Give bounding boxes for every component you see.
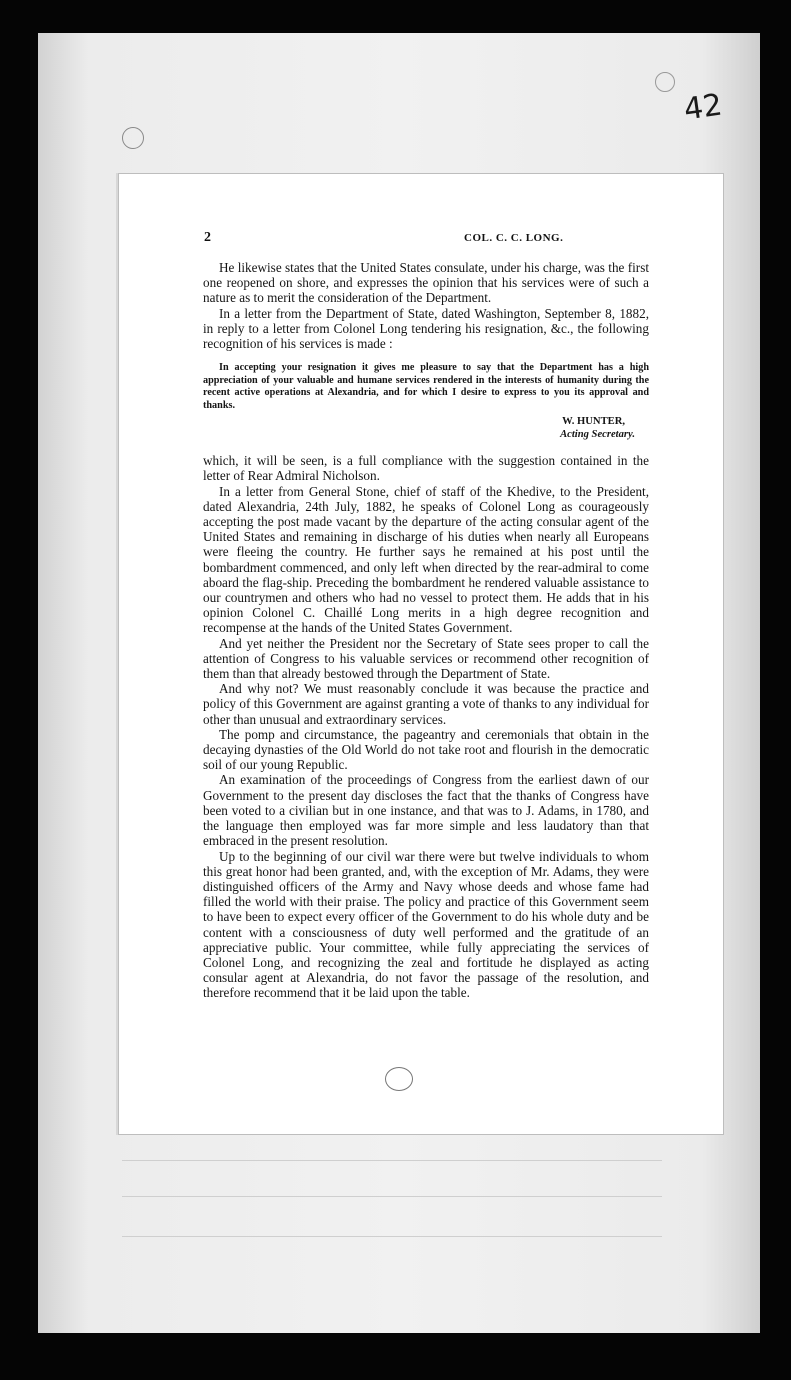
page-number: 2 xyxy=(204,230,211,245)
paragraph: In a letter from General Stone, chief of staff of the Khedive, to the President, dated Alexandria, 24th July, 1882, he speaks of Colonel Long as courageously accepting the post made vacant by the departure of the acting consular agent of the United States and remaining in discharge of his duties when nearly all Europeans were fleeing the country. He further says he remained at his post until the bombardment commenced, and only left when directed by the rear-admiral to come aboard the flag-ship. Preceding the bombardment he rendered valuable assistance to our countrymen and others who had no vessel to protect them. He adds that in his opinion Colonel C. Chaillé Long merits in a high degree recognition and recompense at the hands of the United States Government. xyxy=(203,483,649,636)
signer-name: W. HUNTER, xyxy=(562,416,625,428)
paragraph: And why not? We must reasonably conclude it was because the practice and policy of this Government are against granting a vote of thanks to any individual for other than unusual and extraordinary services. xyxy=(203,681,649,727)
paragraph: And yet neither the President nor the Secretary of State sees proper to call the attention of Congress to his valuable services or recommend other recognition of them than that already bestowed through the Department of State. xyxy=(203,635,649,682)
punch-hole-bottom xyxy=(385,1067,413,1091)
ledger-rule xyxy=(122,1196,662,1197)
paragraph-continuation: which, it will be seen, is a full compliance with the suggestion contained in the letter of Rear Admiral Nicholson. xyxy=(203,453,649,484)
punch-hole-top xyxy=(122,127,144,149)
body-text xyxy=(203,260,649,1001)
running-head xyxy=(204,230,724,250)
ledger-rule xyxy=(122,1160,662,1161)
block-quote xyxy=(203,362,649,441)
punch-hole-right xyxy=(655,72,675,92)
paragraph: He likewise states that the United States consulate, under his charge, was the first one reopened on shore, and expresses the opinion that his services were of such a nature as to merit the consideration of the Department. xyxy=(203,260,649,306)
paragraph: An examination of the proceedings of Congress from the earliest dawn of our Government to the present day discloses the fact that the thanks of Congress have been voted to a civilian but in one instance, and that was to J. Adams, in 1780, and the language then employed was far more simple and less laudatory than that embraced in the present resolution. xyxy=(203,772,649,849)
quote-text: In accepting your resignation it gives me pleasure to say that the Department has a high appreciation of your valuable and humane services rendered in the interests of humanity during the recent active operations at Alexandria, and for which I desire to express to you its approval and thanks. xyxy=(203,362,649,411)
signer-title: Acting Secretary. xyxy=(560,428,635,440)
handwritten-folio-number: 42 xyxy=(681,87,725,128)
paragraph: In a letter from the Department of State, dated Washington, September 8, 1882, in reply to a letter from Colonel Long tendering his resignation, &c., the following recognition of his services is made : xyxy=(203,305,649,352)
printed-page xyxy=(118,173,724,1135)
paragraph: The pomp and circumstance, the pageantry and ceremonials that obtain in the decaying dynasties of the Old World do not take root and flourish in the democratic soil of our young Republic. xyxy=(203,726,649,773)
running-title: COL. C. C. LONG. xyxy=(464,232,564,244)
paragraph: Up to the beginning of our civil war there were but twelve individuals to whom this great honor had been granted, and, with the exception of Mr. Adams, they were distinguished officers of the Army and Navy whose deeds and whose fame had filled the world with their praise. The policy and practice of this Government seem to have been to expect every officer of the Government to do his whole duty and be content with a consciousness of duty well performed and the gratitude of an appreciative public. Your committee, while fully appreciating the services of Colonel Long, and recognizing the zeal and fortitude he displayed as acting consular agent at Alexandria, do not favor the passage of the resolution, and therefore recommend that it be laid upon the table. xyxy=(203,848,649,1001)
ledger-rule xyxy=(122,1236,662,1237)
